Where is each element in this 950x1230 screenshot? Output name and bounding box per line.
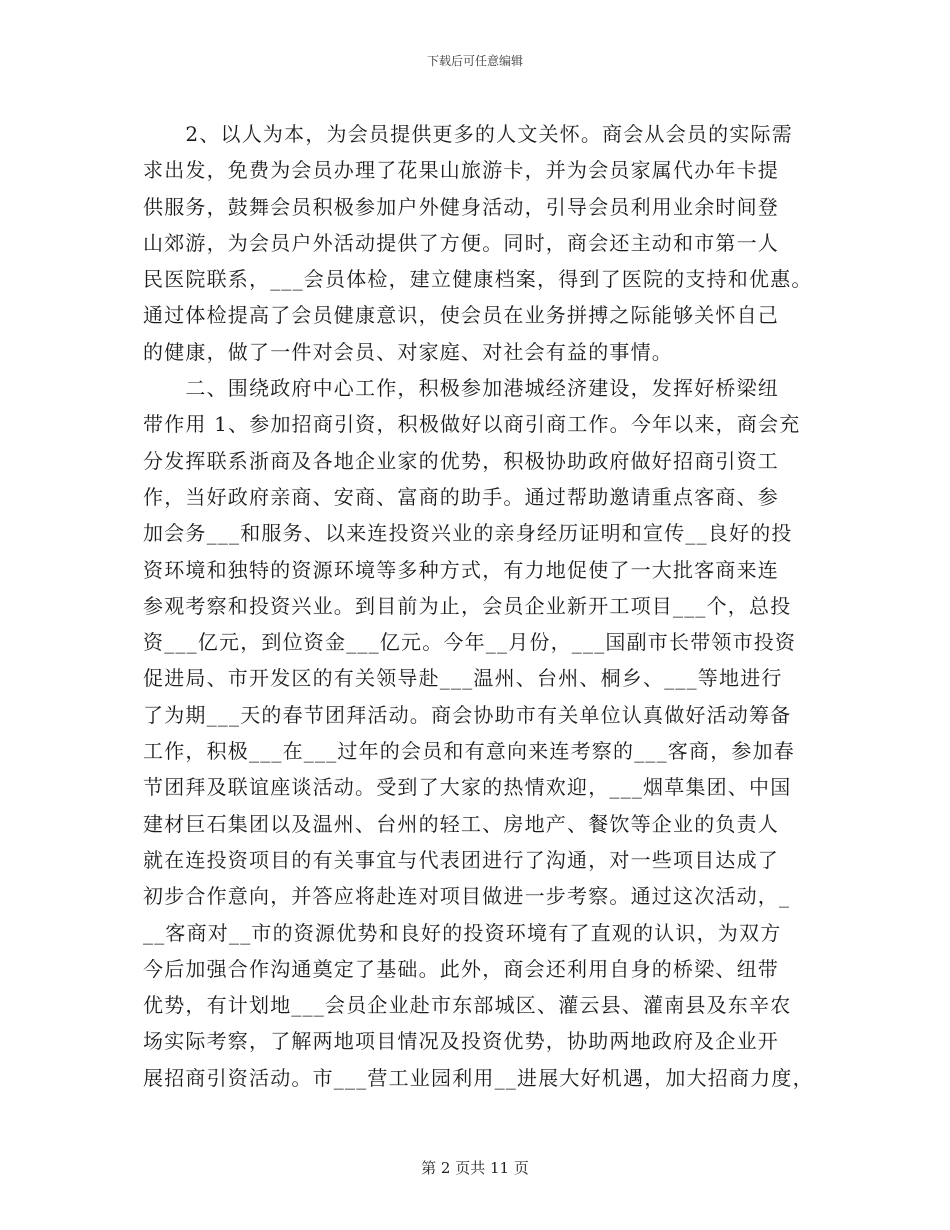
text-line: 山郊游，为会员户外活动提供了方便。同时，商会还主动和市第一人 <box>143 230 779 255</box>
text-line: 资环境和独特的资源环境等多种方式，有力地促使了一大批客商来连 <box>143 557 779 582</box>
text-line: 今后加强合作沟通奠定了基础。此外，商会还利用自身的桥梁、纽带 <box>143 956 779 981</box>
text-line: 资___亿元，到位资金___亿元。今年__月份，___国副市长带领市投资 <box>143 630 797 655</box>
text-line: 的健康，做了一件对会员、对家庭、对社会有益的事情。 <box>143 339 673 364</box>
text-line: 优势，有计划地___会员企业赴市东部城区、灌云县、灌南县及东辛农 <box>143 993 792 1018</box>
text-line: 场实际考察，了解两地项目情况及投资优势，协助两地政府及企业开 <box>143 1029 779 1054</box>
text-line: 节团拜及联谊座谈活动。受到了大家的热情欢迎，___烟草集团、中国 <box>143 775 792 800</box>
text-line: 促进局、市开发区的有关领导赴___温州、台州、桐乡、___等地进行 <box>143 666 783 691</box>
text-line: 建材巨石集团以及温州、台州的轻工、房地产、餐饮等企业的负责人 <box>143 811 779 836</box>
text-line: 供服务，鼓舞会员积极参加户外健身活动，引导会员利用业余时间登 <box>143 194 779 219</box>
text-line: 参观考察和投资兴业。到目前为止，会员企业新开工项目___个，总投 <box>143 593 792 618</box>
text-line: 通过体检提高了会员健康意识，使会员在业务拼搏之际能够关怀自己 <box>143 303 779 328</box>
text-line: 民医院联系，___会员体检，建立健康档案，得到了医院的支持和优惠。 <box>143 267 813 292</box>
text-line: 初步合作意向，并答应将赴连对项目做进一步考察。通过这次活动，_ <box>143 884 791 909</box>
text-line: 加会务___和服务、以来连投资兴业的亲身经历证明和宣传__良好的投 <box>143 521 793 546</box>
page-footer: 第 2 页共 11 页 <box>421 1159 529 1177</box>
text-line: 带作用 1、参加招商引资，积极做好以商引商工作。今年以来，商会充 <box>143 412 801 437</box>
text-line: 分发挥联系浙商及各地企业家的优势，积极协助政府做好招商引资工 <box>143 448 779 473</box>
text-line: 展招商引资活动。市___营工业园利用__进展大好机遇，加大招商力度， <box>143 1065 814 1090</box>
text-line: 作，当好政府亲商、安商、富商的助手。通过帮助邀请重点客商、参 <box>143 484 779 509</box>
page-header: 下载后可任意编辑 <box>426 54 523 68</box>
text-line: 二、围绕政府中心工作，积极参加港城经济建设，发挥好桥梁纽 <box>143 376 779 401</box>
text-line: 就在连投资项目的有关事宜与代表团进行了沟通，对一些项目达成了 <box>143 847 779 872</box>
text-line: 2、以人为本，为会员提供更多的人文关怀。商会从会员的实际需 <box>143 122 793 146</box>
text-line: __客商对__市的资源优势和良好的投资环境有了直观的认识，为双方 <box>143 920 782 945</box>
text-line: 工作，积极___在___过年的会员和有意向来连考察的___客商，参加春 <box>143 739 795 764</box>
text-line: 求出发，免费为会员办理了花果山旅游卡，并为会员家属代办年卡提 <box>143 158 779 183</box>
document-body <box>143 116 823 1096</box>
text-line: 了为期___天的春节团拜活动。商会协助市有关单位认真做好活动筹备 <box>143 702 792 727</box>
